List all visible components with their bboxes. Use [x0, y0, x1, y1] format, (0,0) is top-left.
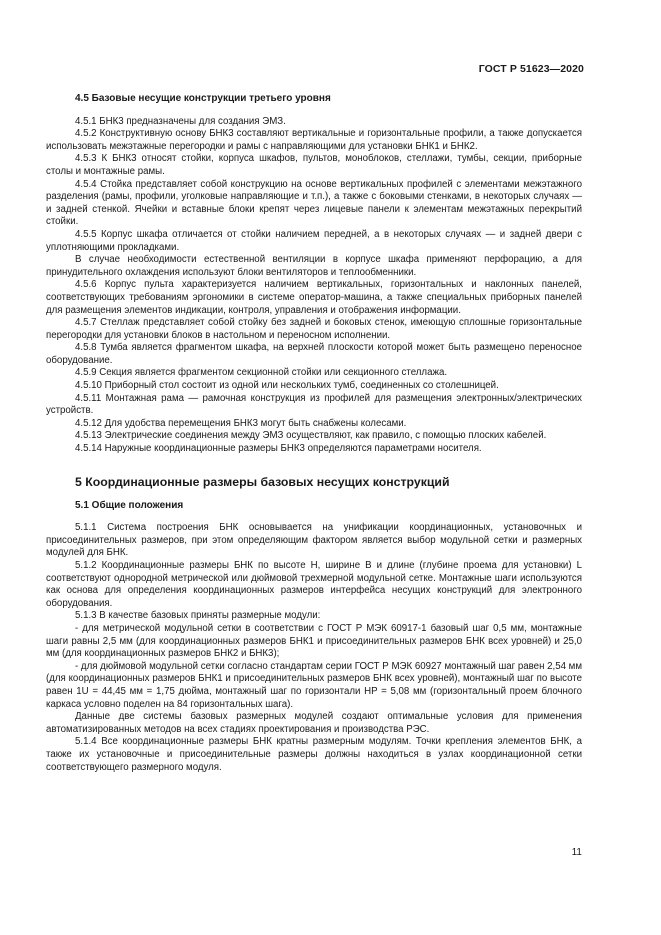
- paragraph: 5.1.1 Система построения БНК основывается на унификации координационных, установочных и присоединительных размеров, при этом определяющим фактором является выбор модульной сетки и размерных модулей для БНК.: [46, 522, 582, 559]
- list-item: - для дюймовой модульной сетки согласно стандартам серии ГОСТ Р МЭК 60927 монтажный шаг равен 2,54 мм (для координационных размеров БНК1 и присоединительных размеров БНК всех уровней), монтажный шаг по высоте равен 1U = 44,45 мм = 1,75 дюйма, монтажный шаг по горизонтали HP = 5,08 мм (горизонтальный проем блочного каркаса условно поделен на 84 горизонтальных шага).: [46, 660, 582, 710]
- paragraph: 4.5.4 Стойка представляет собой конструкцию на основе вертикальных профилей с элементами межэтажного разделения (рамы, профили, уголковые направляющие и т.п.), а также с боковыми стенками, в некоторых случаях — и задней стенкой. Ячейки и вставные блоки крепят через лицевые панели к элементам межэтажных перекрытий стойки.: [46, 178, 582, 228]
- paragraph: 4.5.3 К БНК3 относят стойки, корпуса шкафов, пультов, моноблоков, стеллажи, тумбы, секции, приборные столы и монтажные рамы.: [46, 153, 582, 177]
- section-heading-5: 5 Координационные размеры базовых несущих конструкций: [75, 474, 450, 489]
- paragraph: 4.5.8 Тумба является фрагментом шкафа, на верхней плоскости которой может быть размещено переносное оборудование.: [46, 342, 582, 366]
- paragraph: 4.5.12 Для удобства перемещения БНК3 могут быть снабжены колесами.: [75, 417, 407, 429]
- paragraph: 4.5.9 Секция является фрагментом секционной стойки или секционного стеллажа.: [75, 367, 448, 379]
- list-item: - для метрической модульной сетки в соответствии с ГОСТ Р МЭК 60917-1 базовый шаг 0,5 мм, монтажные шаги равны 2,5 мм (для координационных размеров БНК1 и присоединительных размеров БНК всех уровней) и 25,0 мм (для координационных размеров БНК2 и БНК3);: [46, 622, 582, 660]
- paragraph: 4.5.13 Электрические соединения между ЭМЗ осуществляют, как правило, с помощью плоских кабелей.: [75, 430, 547, 442]
- page-number: 11: [571, 847, 582, 858]
- paragraph: 4.5.2 Конструктивную основу БНК3 составляют вертикальные и горизонтальные профили, а также допускается использовать межэтажные перегородки и рамы с направляющими для установки БНК1 и БНК2.: [46, 128, 582, 152]
- paragraph: Данные две системы базовых размерных модулей создают оптимальные условия для применения автоматизированных методов на всех стадиях проектирования и производства РЭС.: [46, 711, 582, 735]
- paragraph: 4.5.14 Наружные координационные размеры БНК3 определяются параметрами носителя.: [75, 443, 482, 455]
- paragraph: 5.1.2 Координационные размеры БНК по высоте H, ширине B и длине (глубине проема для установки) L соответствуют однородной метрической или дюймовой трехмерной модульной сетке. Монтажные шаги используются как основа для определения координационных размеров интерфейса несущих конструкций для электронного оборудования.: [46, 560, 582, 609]
- paragraph: 4.5.5 Корпус шкафа отличается от стойки наличием передней, а в некоторых случаях — и задней двери с уплотняющими прокладками.: [46, 228, 582, 253]
- paragraph: 4.5.7 Стеллаж представляет собой стойку без задней и боковых стенок, имеющую сплошные горизонтальные перегородки для установки блоков в настольном и переносном исполнении.: [46, 317, 582, 341]
- paragraph: 4.5.11 Монтажная рама — рамочная конструкция из профилей для размещения электронных/электрических устройств.: [46, 392, 582, 417]
- subsection-heading-5-1: 5.1 Общие положения: [75, 499, 184, 511]
- paragraph: 5.1.3 В качестве базовых приняты размерные модули:: [75, 610, 321, 622]
- paragraph: 4.5.6 Корпус пульта характеризуется наличием вертикальных, горизонтальных и наклонных панелей, соответствующих требованиям эргономики в системе оператор-машина, а также специальных приборных панелей для размещения элементов индикации, контроля, управления и отображения информации.: [46, 279, 582, 316]
- document-body: [46, 93, 582, 774]
- section-heading-4-5: 4.5 Базовые несущие конструкции третьего уровня: [75, 93, 331, 104]
- paragraph: В случае необходимости естественной вентиляции в корпусе шкафа применяют перфорацию, а для принудительного охлаждения используют блоки вентиляторов и теплообменники.: [46, 254, 582, 278]
- paragraph: 5.1.4 Все координационные размеры БНК кратны размерным модулям. Точки крепления элементов БНК, а также их установочные и присоединительные размеры должны находиться в узлах координационной сетки соответствующего размерного модуля.: [46, 736, 582, 773]
- paragraph: 4.5.10 Приборный стол состоит из одной или нескольких тумб, соединенных со столешницей.: [75, 380, 499, 392]
- document-code-header: ГОСТ Р 51623—2020: [478, 63, 584, 75]
- paragraph: 4.5.1 БНК3 предназначены для создания ЭМЗ.: [75, 115, 286, 127]
